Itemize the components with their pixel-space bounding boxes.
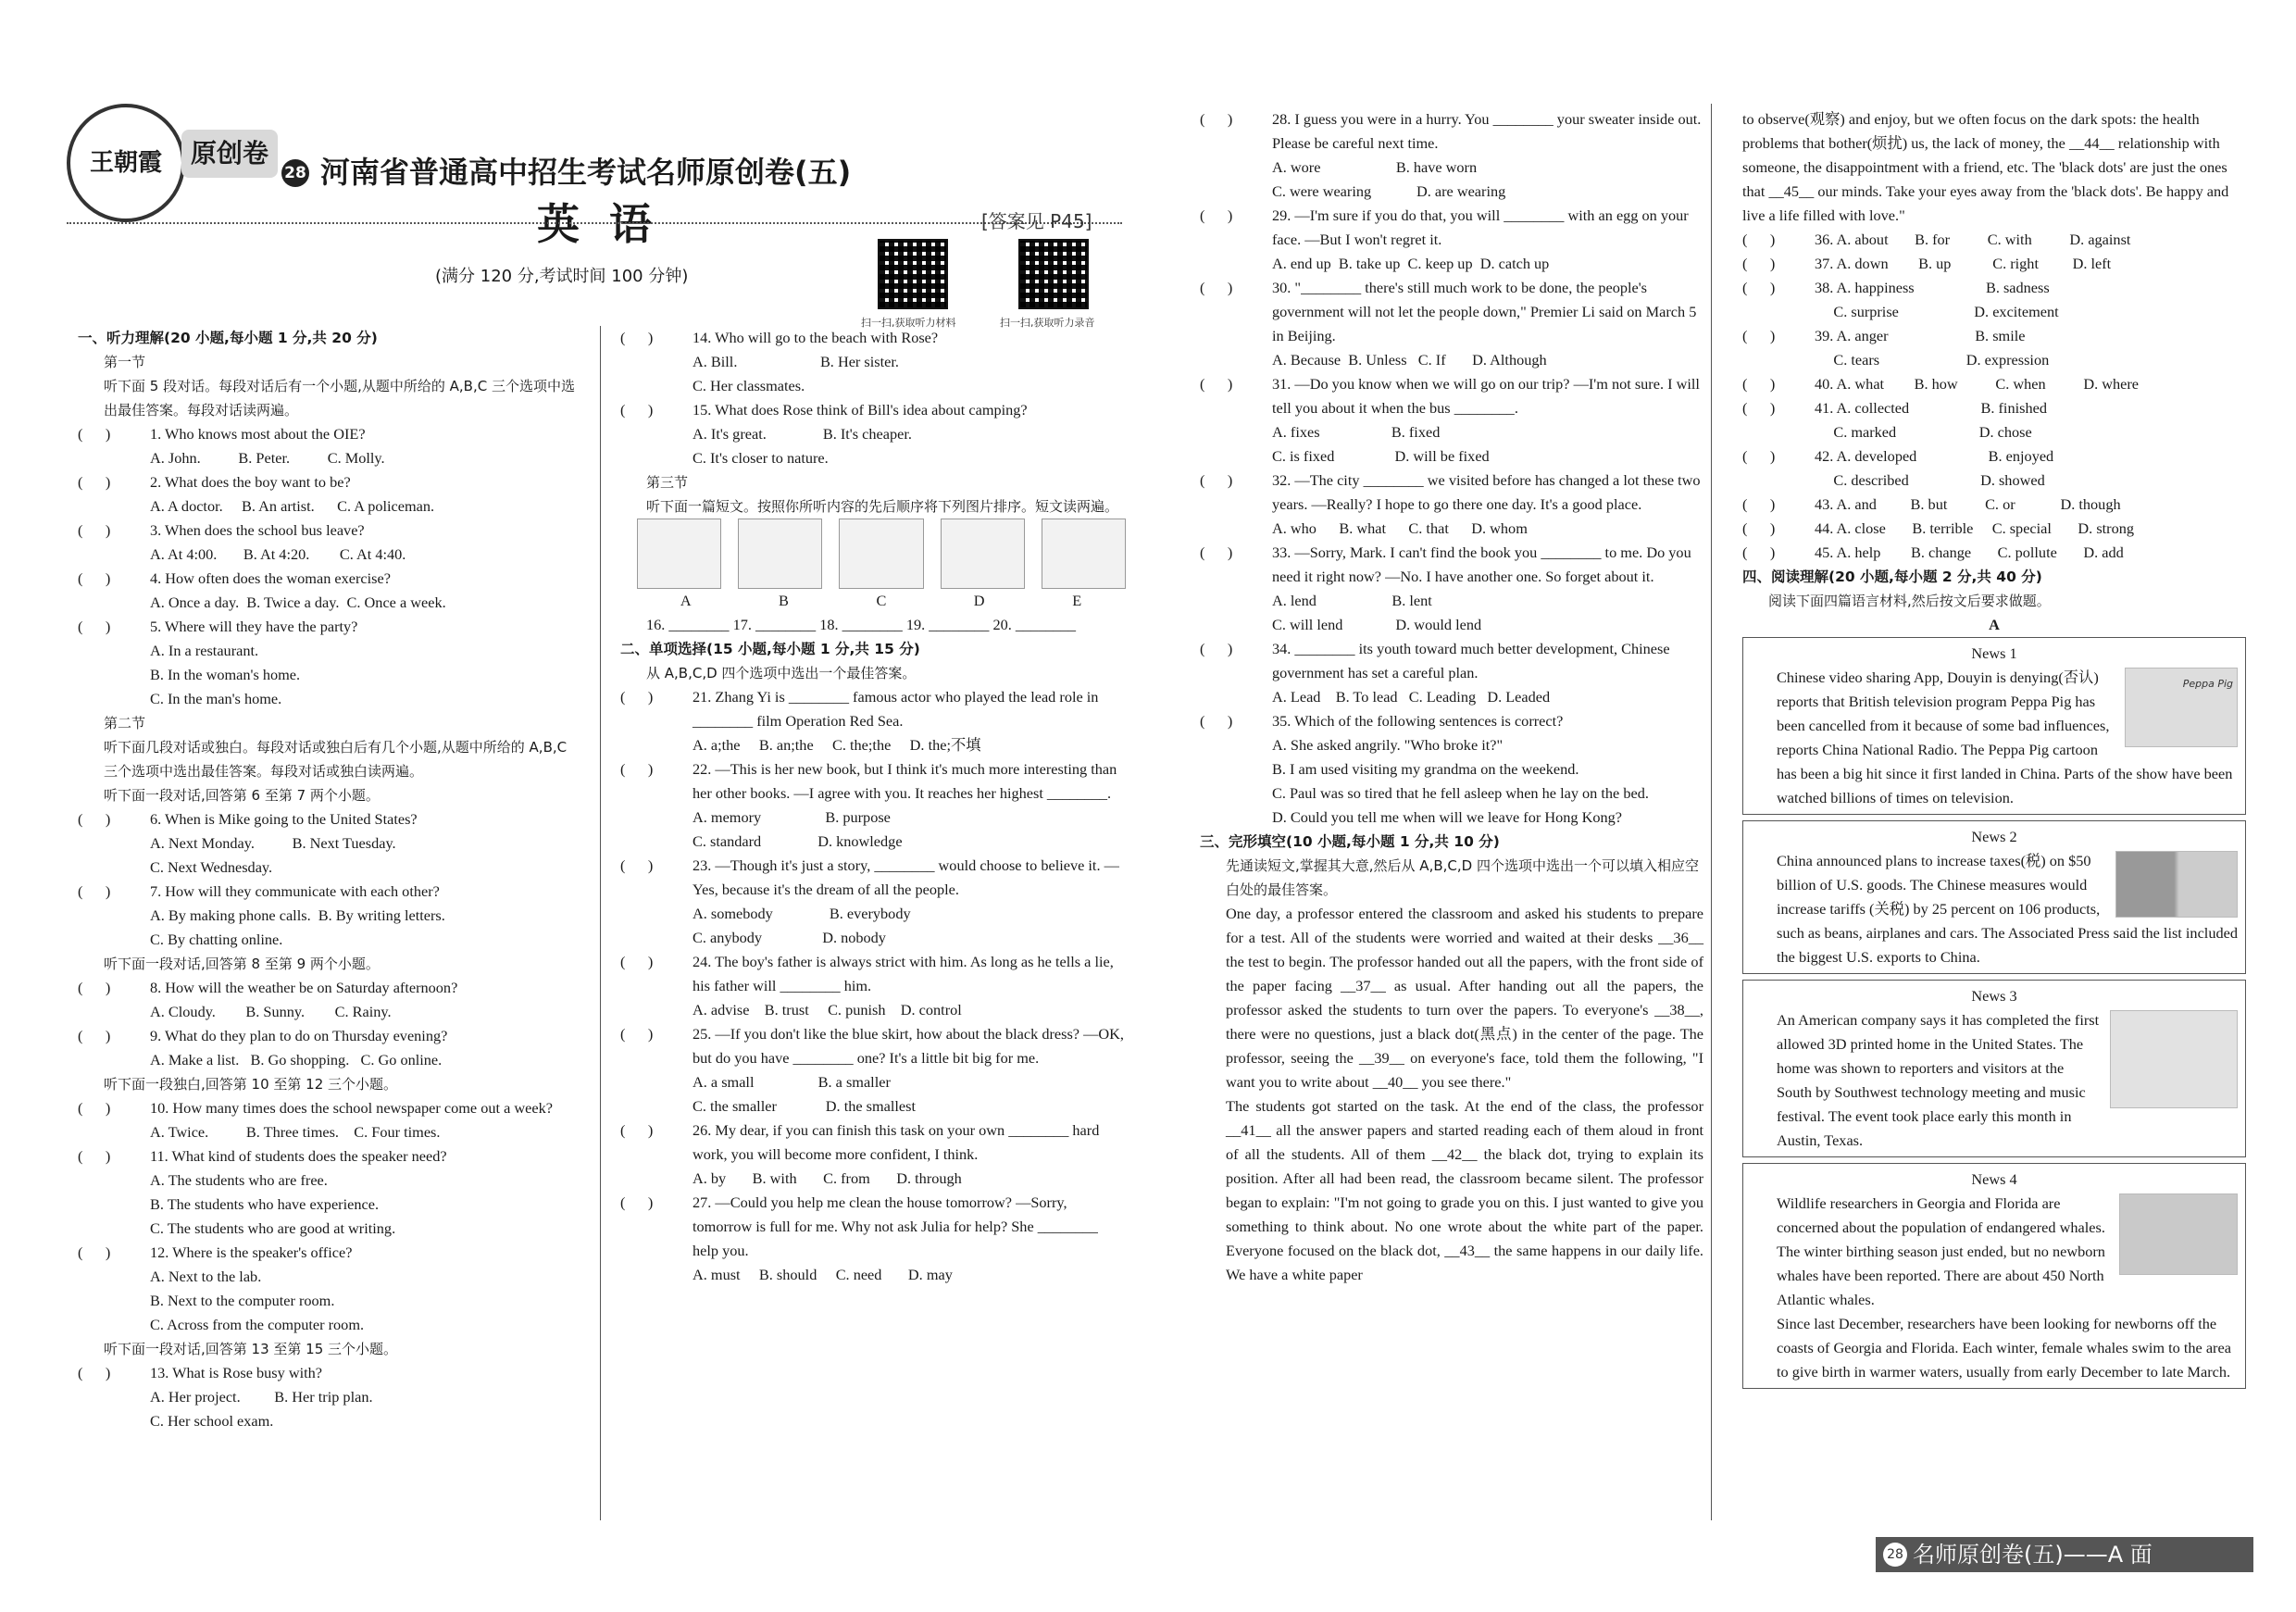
question-text: 1. Who knows most about the OIE? [150,425,366,443]
answer-options: C. The students who are good at writing. [150,1219,396,1237]
answer-options: C. Her classmates. [693,377,805,394]
answer-blank[interactable]: ( ) [620,1121,654,1139]
answer-options: A. Lead B. To lead C. Leading D. Leaded [1272,688,1551,706]
answer-options: C. is fixed D. will be fixed [1272,447,1490,465]
picture-sequence [620,519,1126,613]
question-text: 9. What do they plan to do on Thursday evening? [150,1027,448,1044]
answer-blank[interactable]: ( ) [78,1027,111,1044]
answer-options: A. She asked angrily. "Who broke it?" [1272,736,1504,754]
instruction: 先通读短文,掌握其大意,然后从 A,B,C,D 四个选项中选出一个可以填入相应空白处的最佳答案。 [1226,857,1699,898]
answer-blank[interactable]: ( ) [78,569,111,587]
answer-options: A. fixes B. fixed [1272,423,1441,441]
question [620,1022,1126,1070]
answer-options: A. It's great. B. It's cheaper. [693,425,912,443]
cloze-option-row [1742,348,2246,372]
answer-options: C. Across from the computer room. [150,1316,365,1333]
flags-image [2115,851,2238,918]
answer-blank[interactable]: ( ) [78,882,111,900]
answer-blank[interactable]: ( ) [1742,279,1776,296]
question [620,757,1126,806]
question [78,567,583,591]
question-text: 13. What is Rose busy with? [150,1364,323,1381]
reading-part-label: A [1989,616,2000,633]
sequence-picture [941,519,1025,589]
instruction: 听下面一段对话,回答第 8 至第 9 两个小题。 [104,956,380,972]
option-text: C. tears D. expression [1815,351,2050,369]
question [78,976,583,1000]
cloze-option-row [1742,469,2246,493]
page-title: 河南省普通高中招生考试名师原创卷(五) [320,155,852,190]
question-text: 33. —Sorry, Mark. I can't find the book you ________ to me. Do you need it right now? —No. I have another one. So forget about it. [1272,544,1691,585]
answer-options: C. standard D. knowledge [693,832,903,850]
column-3 [1200,107,1703,1287]
answer-options: C. were wearing D. are wearing [1272,182,1506,200]
answer-options: B. In the woman's home. [150,666,301,683]
fill-in-blanks[interactable]: 16. ________ 17. ________ 18. ________ 19. ________ 20. ________ [646,616,1077,633]
section-title: 二、单项选择(15 小题,每小题 1 分,共 15 分) [620,641,920,657]
listening-material-qr-caption: 扫一扫,获取听力材料 [861,317,956,329]
answer-options: C. In the man's home. [150,690,282,707]
original-badge [181,130,278,178]
answer-blank[interactable]: ( ) [78,810,111,828]
answer-options: C. Next Wednesday. [150,858,273,876]
question-text: 34. ________ its youth toward much better development, Chinese government has set a careful plan. [1272,640,1670,681]
question-text: 12. Where is the speaker's office? [150,1243,353,1261]
question [620,326,1126,350]
answer-blank[interactable]: ( ) [1742,327,1776,344]
brand-seal-text: 王朝霞 [89,149,162,177]
option-text: C. described D. showed [1815,471,2045,489]
cloze-option-row [1742,493,2246,517]
answer-blank[interactable]: ( ) [1742,231,1776,248]
answer-blank[interactable]: ( ) [78,425,111,443]
question-text: 8. How will the weather be on Saturday afternoon? [150,979,458,996]
answer-blank[interactable]: ( ) [1200,375,1233,393]
answer-options: B. I am used visiting my grandma on the weekend. [1272,760,1579,778]
cloze-option-row [1742,420,2246,444]
whale-image [2119,1193,2238,1275]
answer-options: C. the smaller D. the smallest [693,1097,917,1115]
answer-options: A. Cloudy. B. Sunny. C. Rainy. [150,1003,392,1020]
news-box-1 [1742,637,2246,815]
question-text: 7. How will they communicate with each other? [150,882,440,900]
answer-blank[interactable]: ( ) [1200,640,1233,657]
answer-blank[interactable]: ( ) [78,1243,111,1261]
news-text: Wildlife researchers in Georgia and Florida are concerned about the population of endangered whales. The winter birthing season just ended, but no newborn whales have been reported. There are about 450 North Atlantic whales. [1777,1194,2105,1308]
subject-title: 英 语 [537,199,660,249]
question [78,1024,583,1048]
picture-label: E [1072,592,1082,609]
question-text: 29. —I'm sure if you do that, you will ________ with an egg on your face. —But I won't regret it. [1272,206,1689,248]
reading-section-title: 四、阅读理解(20 小题,每小题 2 分,共 40 分) [1742,569,2042,585]
answer-blank[interactable]: ( ) [1742,375,1776,393]
cloze-option-row [1742,228,2246,252]
news-text: Chinese video sharing App, Douyin is denying(否认) reports that British television program Peppa Pig has been cancelled from it because of some bad influences, reports China National Radio. The Peppa Pig cartoon has been a big hit since it first landed in China. Parts of the show have been watched billions of times on television. [1777,669,2233,806]
sequence-picture [839,519,923,589]
answer-options: A. end up B. take up C. keep up D. catch up [1272,255,1550,272]
paper-number: 28 [281,159,309,187]
answer-options: A. somebody B. everybody [693,905,911,922]
cloze-option-row [1742,276,2246,300]
option-text: 45. A. help B. change C. pollute D. add [1815,544,2124,561]
answer-blank[interactable]: ( ) [78,473,111,491]
answer-options: A. Next to the lab. [150,1268,262,1285]
question-text: 10. How many times does the school newspaper come out a week? [150,1099,553,1117]
answer-blank[interactable]: ( ) [620,401,654,419]
question [620,1118,1126,1167]
question [78,422,583,446]
answer-options: A. Once a day. B. Twice a day. C. Once a week. [150,594,446,611]
answer-options: A. memory B. purpose [693,808,891,826]
picture-label: D [973,592,985,609]
news-text-2: Since last December, researchers have been looking for newborns off the coasts of Georgia and Florida. Each winter, female whales swim to the area to give birth in warmer waters, usually from early December to late March. [1777,1315,2231,1381]
news-title: News 3 [1971,987,2017,1005]
3d-printed-house-image [2110,1010,2238,1108]
answer-options: C. By chatting online. [150,931,283,948]
answer-options: A. Because B. Unless C. If D. Although [1272,351,1547,369]
question [1200,204,1703,252]
answer-options: A. who B. what C. that D. whom [1272,519,1528,537]
reading-instruction: 阅读下面四篇语言材料,然后按文后要求做题。 [1768,593,2051,609]
answer-options: A. In a restaurant. [150,642,259,659]
question [78,615,583,639]
answer-options: A. advise B. trust C. punish D. control [693,1001,962,1018]
answer-options: C. It's closer to nature. [693,449,829,467]
answer-options: A. a;the B. an;the C. the;the D. the;不填 [693,736,981,754]
question-text: 14. Who will go to the beach with Rose? [693,329,939,346]
answer-blank[interactable]: ( ) [78,1099,111,1117]
question-text: 31. —Do you know when we will go on our trip? —I'm not sure. I will tell you about it when the bus ________. [1272,375,1700,417]
instruction: 听下面 5 段对话。每段对话后有一个小题,从题中所给的 A,B,C 三个选项中选出最佳答案。每段对话读两遍。 [104,378,575,419]
answer-options: A. a small B. a smaller [693,1073,891,1091]
option-text: C. surprise D. excitement [1815,303,2059,320]
question-text: 26. My dear, if you can finish this task on your own ________ hard work, you will become more confident, I think. [693,1121,1100,1163]
question [1200,276,1703,348]
option-text: 37. A. down B. up C. right D. left [1815,255,2112,272]
answer-options: A. by B. with C. from D. through [693,1169,962,1187]
cloze-continuation: to observe(观察) and enjoy, but we often focus on the dark spots: the health problems that bother(烦扰) us, the lack of money, the __44__ relationship with someone, the disappointment with a friend, etc. The 'black dots' are just the ones that __45__ our minds. Take your eyes away from the 'black dots'. Be happy and live a life filled with love." [1742,110,2229,224]
news-box-4 [1742,1163,2246,1389]
column-2 [620,326,1126,1287]
option-text: 41. A. collected B. finished [1815,399,2047,417]
instruction: 从 A,B,C,D 四个选项中选出一个最佳答案。 [646,665,917,681]
question [620,398,1126,422]
answer-options: A. lend B. lent [1272,592,1432,609]
answer-blank[interactable]: ( ) [1742,519,1776,537]
answer-options: C. Her school exam. [150,1412,274,1430]
answer-blank[interactable]: ( ) [78,618,111,635]
question [1200,469,1703,517]
news-title: News 2 [1971,828,2017,845]
question [78,880,583,904]
answer-options: A. wore B. have worn [1272,158,1478,176]
question [78,1096,583,1120]
question-text: 3. When does the school bus leave? [150,521,365,539]
subsection-title: 第一节 [104,354,146,370]
footer-text: 名师原创卷(五)——A 面 [1913,1542,2152,1568]
answer-options: D. Could you tell me when will we leave for Hong Kong? [1272,808,1623,826]
answer-blank[interactable]: ( ) [1200,279,1233,296]
option-text: 40. A. what B. how C. when D. where [1815,375,2140,393]
cloze-option-row [1742,541,2246,565]
answer-blank[interactable]: ( ) [1200,206,1233,224]
news-text: China announced plans to increase taxes(税) on $50 billion of U.S. goods. The Chinese measures would increase tariffs (关税) by 25 percent on 106 products, such as beans, airplanes and cars. The Associated Press said the list included the biggest U.S. exports to China. [1777,852,2238,966]
question [78,807,583,831]
question [78,519,583,543]
answer-blank[interactable]: ( ) [1200,544,1233,561]
answer-options: A. Her project. B. Her trip plan. [150,1388,373,1406]
answer-blank [1742,469,1815,493]
brand-seal [67,104,185,222]
picture-label: C [876,592,887,609]
instruction: 听下面一篇短文。按照你所听内容的先后顺序将下列图片排序。短文读两遍。 [646,498,1119,515]
option-text: 44. A. close B. terrible C. special D. strong [1815,519,2135,537]
question-text: 15. What does Rose think of Bill's idea about camping? [693,401,1028,419]
subject-underline [67,222,1122,224]
question-text: 23. —Though it's just a story, ________ would choose to believe it. —Yes, because it's the dream of all the people. [693,856,1119,898]
answer-options: A. Make a list. B. Go shopping. C. Go online. [150,1051,443,1068]
answer-blank[interactable]: ( ) [1742,399,1776,417]
question-text: 2. What does the boy want to be? [150,473,351,491]
section-title: 三、完形填空(10 小题,每小题 1 分,共 10 分) [1200,833,1500,850]
answer-options: C. will lend D. would lend [1272,616,1482,633]
answer-options: A. Twice. B. Three times. C. Four times. [150,1123,441,1141]
question-text: 30. "________ there's still much work to be done, the people's government will not let the people down," Premier Li said on March 5 in Beijing. [1272,279,1697,344]
sequence-picture [1042,519,1126,589]
option-text: C. marked D. chose [1815,423,2032,441]
answer-blank[interactable]: ( ) [620,329,654,346]
answer-blank [1742,300,1815,324]
option-text: 36. A. about B. for C. with D. against [1815,231,2131,248]
question [1200,709,1703,733]
cloze-option-row [1742,444,2246,469]
column-divider [1711,104,1712,1520]
question-text: 4. How often does the woman exercise? [150,569,391,587]
option-text: 38. A. happiness B. sadness [1815,279,2050,296]
question [620,1191,1126,1263]
cloze-option-row [1742,324,2246,348]
question [1200,107,1703,156]
answer-options: B. The students who have experience. [150,1195,380,1213]
answer-options: A. At 4:00. B. At 4:20. C. At 4:40. [150,545,406,563]
question-text: 21. Zhang Yi is ________ famous actor who played the lead role in ________ film Operation Red Sea. [693,688,1099,730]
answer-options: C. anybody D. nobody [693,929,886,946]
question [1200,637,1703,685]
cloze-option-row [1742,517,2246,541]
question-text: 22. —This is her new book, but I think it's much more interesting than her other books. —I agree with you. It reaches her highest ________. [693,760,1117,802]
score-info: (满分 120 分,考试时间 100 分钟) [435,267,689,286]
question [620,950,1126,998]
cloze-option-row [1742,300,2246,324]
question [620,685,1126,733]
sequence-picture [637,519,721,589]
question-text: 35. Which of the following sentences is correct? [1272,712,1564,730]
question-text: 32. —The city ________ we visited before has changed a lot these two years. —Really? I hope to go there one day. It's a good place. [1272,471,1701,513]
cloze-options [1742,228,2246,565]
answer-blank[interactable]: ( ) [1742,447,1776,465]
answer-blank[interactable]: ( ) [1742,495,1776,513]
question [1200,372,1703,420]
cloze-option-row [1742,396,2246,420]
listening-material-qr[interactable] [878,239,948,309]
passage-paragraph: The students got started on the task. At the end of the class, the professor __41__ all the answer papers and started reading each of them aloud in front of all the students. All of them __42__ the black dot, trying to explain its position. After all had been read, the classroom became silent. The professor began to explain: "I'm not going to grade you on this. I just wanted to give you something to think about. No one wrote about the white part of the paper. Everyone focused on the black dot, __43__ the same happens in our daily life. We have a white paper [1226,1097,1703,1283]
answer-blank[interactable]: ( ) [1200,110,1233,128]
answer-blank[interactable]: ( ) [620,760,654,778]
answer-options: A. John. B. Peter. C. Molly. [150,449,385,467]
passage-paragraph: One day, a professor entered the classroom and asked his students to prepare for a test. All of the students were worried and waited at their desks __36__ the test to begin. The professor handed out all the papers, with the front side of the paper facing __37__ as usual. After handing out all the papers, the professor asked the students to turn over the papers. To everyone's __38__, there were no questions, just a black dot(黑点) in the center of the page. The professor, seeing the __39__ on everyone's face, told them the following, "I want you to write about __40__ you see there." [1226,905,1703,1091]
answer-blank [1742,420,1815,444]
instruction: 听下面一段独白,回答第 10 至第 12 三个小题。 [104,1076,398,1093]
listening-audio-qr-caption: 扫一扫,获取听力录音 [1000,317,1095,329]
cloze-option-row [1742,372,2246,396]
question [78,1241,583,1265]
answer-blank[interactable]: ( ) [1200,471,1233,489]
section-title: 一、听力理解(20 小题,每小题 1 分,共 20 分) [78,330,378,346]
question-text: 5. Where will they have the party? [150,618,358,635]
answer-blank [1742,348,1815,372]
question [1200,541,1703,589]
answer-options: A. A doctor. B. An artist. C. A policeman. [150,497,435,515]
answer-reference: [答案见 P45] [981,210,1092,232]
question [78,470,583,494]
answer-blank[interactable]: ( ) [78,1364,111,1381]
answer-blank[interactable]: ( ) [620,1193,654,1211]
answer-blank[interactable]: ( ) [78,1147,111,1165]
answer-options: A. Next Monday. B. Next Tuesday. [150,834,396,852]
answer-blank[interactable]: ( ) [620,1025,654,1043]
picture-label: A [680,592,692,609]
question [78,1361,583,1385]
answer-blank[interactable]: ( ) [1200,712,1233,730]
column-4 [1742,107,2246,1394]
question-text: 27. —Could you help me clean the house tomorrow? —Sorry, tomorrow is full for me. Why not ask Julia for help? She ________ help you. [693,1193,1098,1259]
answer-options: A. By making phone calls. B. By writing letters. [150,906,445,924]
column-divider [600,326,601,1520]
picture-label: B [778,592,789,609]
peppa-pig-image: Peppa Pig [2125,668,2238,747]
column-1 [78,326,583,1433]
instruction: 听下面几段对话或独白。每段对话或独白后有几个小题,从题中所给的 A,B,C 三个选项中选出最佳答案。每段对话或独白读两遍。 [104,739,568,780]
original-badge-label: 原创卷 [190,138,268,169]
answer-blank[interactable]: ( ) [78,979,111,996]
answer-options: A. Bill. B. Her sister. [693,353,899,370]
option-text: 39. A. anger B. smile [1815,327,2026,344]
answer-blank[interactable]: ( ) [78,521,111,539]
news-box-3 [1742,980,2246,1157]
answer-options: C. Paul was so tired that he fell asleep when he lay on the bed. [1272,784,1649,802]
option-text: 43. A. and B. but C. or D. though [1815,495,2121,513]
subsection-title: 第二节 [104,715,146,731]
answer-blank[interactable]: ( ) [1742,255,1776,272]
question [78,1144,583,1168]
answer-options: A. must B. should C. need D. may [693,1266,953,1283]
news-text: An American company says it has completed the first allowed 3D printed home in the United States. The home was shown to reporters and visitors at the South by Southwest technology meeting and music festival. The event took place early this month in Austin, Texas. [1777,1011,2100,1149]
subsection-title: 第三节 [646,474,689,491]
question-text: 6. When is Mike going to the United States? [150,810,418,828]
question-text: 25. —If you don't like the blue skirt, how about the black dress? —OK, but do you have ________ one? It's a little bit big for me. [693,1025,1124,1067]
footer-number: 28 [1883,1543,1907,1567]
answer-options: A. The students who are free. [150,1171,328,1189]
answer-blank[interactable]: ( ) [620,688,654,706]
listening-audio-qr[interactable] [1018,239,1089,309]
question-text: 28. I guess you were in a hurry. You ________ your sweater inside out. Please be careful next time. [1272,110,1702,152]
sequence-picture [738,519,822,589]
question-text: 24. The boy's father is always strict with him. As long as he tells a lie, his father will ________ him. [693,953,1114,994]
news-box-2 [1742,820,2246,974]
news-title: News 1 [1971,644,2017,662]
news-title: News 4 [1971,1170,2017,1188]
answer-blank[interactable]: ( ) [620,953,654,970]
cloze-option-row [1742,252,2246,276]
answer-blank[interactable]: ( ) [1742,544,1776,561]
footer-bar [1876,1537,2253,1572]
instruction: 听下面一段对话,回答第 13 至第 15 三个小题。 [104,1341,398,1357]
answer-options: B. Next to the computer room. [150,1292,335,1309]
option-text: 42. A. developed B. enjoyed [1815,447,2054,465]
answer-blank[interactable]: ( ) [620,856,654,874]
instruction: 听下面一段对话,回答第 6 至第 7 两个小题。 [104,787,380,804]
question-text: 11. What kind of students does the speaker need? [150,1147,447,1165]
question [620,854,1126,902]
